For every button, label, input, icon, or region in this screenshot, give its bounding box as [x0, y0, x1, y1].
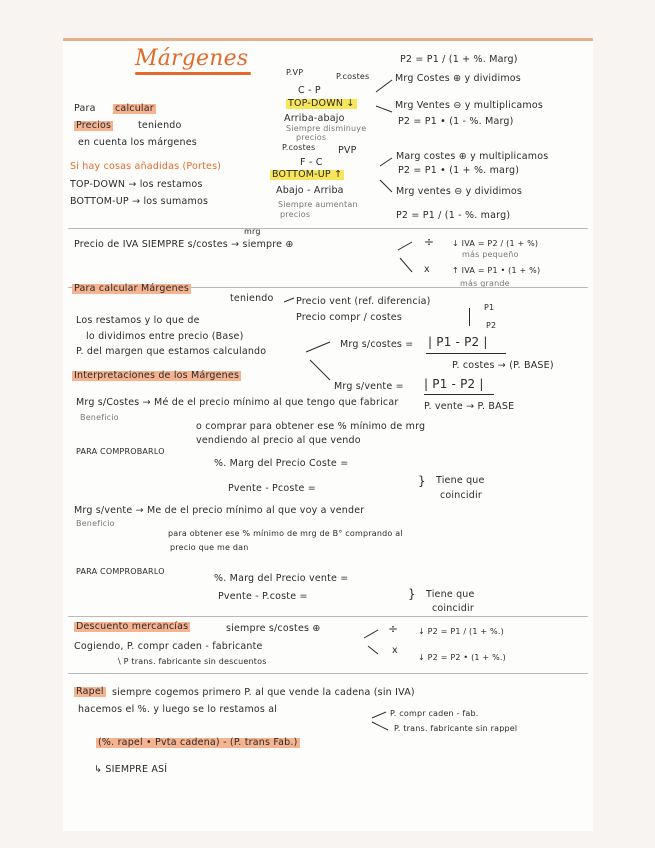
text-mrg-vente-num: | P1 - P2 | — [424, 377, 484, 391]
brace: } — [418, 474, 426, 488]
text-descuento: Descuento mercancías — [76, 621, 189, 632]
text-f-c: F - C — [300, 157, 323, 168]
text-para-comprobarlo: PARA COMPROBARLO — [76, 447, 165, 456]
text-marg-precio-coste: %. Marg del Precio Coste = — [214, 458, 349, 469]
text-rapel-line2: hacemos el %. y luego se lo restamos al — [78, 704, 278, 715]
text-pcompr: P. compr caden - fab. — [390, 709, 479, 718]
text-mas-grande: más grande — [460, 279, 510, 288]
text-costes-multiplicamos: Marg costes ⊕ y multiplicamos — [396, 151, 549, 162]
text-mrg: mrg — [244, 227, 261, 236]
text-mrg-costes-lbl: Mrg s/costes = — [340, 339, 414, 350]
text-arriba-abajo: Arriba-abajo — [284, 113, 345, 124]
line — [372, 722, 388, 730]
text-precio-iva: Precio de IVA SIEMPRE s/costes → siempre ⊕ — [74, 239, 294, 250]
text-pvp: P.VP — [286, 68, 304, 77]
text-beneficio-2: Beneficio — [76, 519, 115, 528]
text-pcostes-2: P.costes — [282, 143, 316, 152]
text-mrg-vente-lbl: Mrg s/vente = — [334, 381, 404, 392]
text-p2-div: ↓ P2 = P1 / (1 + %.) — [418, 627, 504, 636]
text-precios-3: precios — [280, 210, 311, 219]
brace: } — [408, 587, 416, 601]
text-ventes-dividimos: Mrg ventes ⊖ y dividimos — [396, 186, 523, 197]
text-tiene-que: Tiene que — [436, 475, 485, 486]
text-p2-top: P2 = P1 / (1 + %. Marg) — [400, 54, 518, 65]
text-p2-costes: P2 = P1 • (1 + %. marg) — [398, 165, 520, 176]
line — [310, 360, 330, 380]
text-siempre-asi: ↳ SIEMPRE ASÍ — [94, 764, 168, 775]
text-precio-compr: Precio compr / costes — [296, 312, 402, 323]
text-precios: Precios — [76, 120, 112, 131]
text-p2-mul: ↓ P2 = P2 • (1 + %.) — [418, 653, 506, 662]
text-x: x — [424, 264, 430, 275]
text-c-p: C - P — [298, 85, 321, 96]
text-p2-ventes-2: P2 = P1 / (1 - %. marg) — [396, 210, 511, 221]
line — [306, 342, 330, 352]
text-mrg-costes-den: P. costes → (P. BASE) — [452, 360, 554, 371]
text-bottomup: BOTTOM-UP ↑ — [272, 169, 343, 180]
text-precio-vente: Precio vent (ref. diferencia) — [296, 296, 431, 307]
text-interp-line6: precio que me dan — [170, 543, 249, 552]
text-rapel-formula: (%. rapel • Pvta cadena) - (P. trans Fab.) — [98, 737, 298, 748]
text-los-restamos: Los restamos y lo que de — [76, 315, 200, 326]
text-interp-line2: o comprar para obtener ese % mínimo de mrg — [196, 421, 426, 432]
text-div: ÷ — [424, 235, 435, 249]
text-coincidir-2: coincidir — [432, 603, 474, 614]
text-para: Para — [74, 103, 96, 114]
text-x-2: x — [392, 645, 398, 656]
text-precios-2: precios — [296, 133, 327, 142]
text-teniendo-2: teniendo — [230, 293, 274, 304]
text-div-2: ÷ — [388, 622, 399, 636]
text-p2-ventes: P2 = P1 • (1 - %. Marg) — [398, 116, 514, 127]
line — [398, 242, 412, 250]
text-para-calcular-margenes: Para calcular Márgenes — [74, 283, 190, 294]
text-calcular: calcular — [115, 103, 154, 114]
text-abajo-arriba: Abajo - Arriba — [276, 185, 344, 196]
text-rapel: Rapel — [76, 686, 104, 697]
text-topdown: TOP-DOWN ↓ — [288, 98, 355, 109]
text-beneficio: Beneficio — [80, 413, 119, 422]
text-teniendo: teniendo — [138, 120, 182, 131]
line — [376, 106, 392, 112]
line — [380, 180, 392, 192]
text-siempre-disminuye: Siempre disminuye — [286, 124, 367, 133]
text-p1: P1 — [484, 303, 495, 312]
text-iva-div: ↓ IVA = P2 / (1 + %) — [452, 239, 539, 248]
text-interpretaciones: Interpretaciones de los Márgenes — [74, 370, 240, 381]
line — [380, 158, 392, 166]
line — [284, 298, 294, 302]
line — [372, 712, 386, 718]
text-mrg-vente-interp: Mrg s/vente → Me de el precio mínimo al que voy a vender — [74, 505, 365, 516]
text-mrg-costes-interp: Mrg s/Costes → Mé de el precio mínimo al que tengo que fabricar — [76, 397, 399, 408]
text-mas-pequeno: más pequeño — [462, 250, 519, 259]
text-lo-dividimos: lo dividimos entre precio (Base) — [86, 331, 244, 342]
text-cogiendo: Cogiendo, P. compr caden - fabricante — [74, 641, 263, 652]
text-para-comprobarlo-2: PARA COMPROBARLO — [76, 567, 165, 576]
text-ventes-multiplicamos: Mrg Ventes ⊖ y multiplicamos — [395, 100, 544, 111]
text-ptrans: \ P trans. fabricante sin descuentos — [118, 657, 267, 666]
text-p2: P2 — [486, 321, 497, 330]
text-pvente-pcoste: Pvente - Pcoste = — [228, 483, 316, 494]
text-iva-mul: ↑ IVA = P1 • (1 + %) — [452, 266, 541, 275]
text-siempre-costes: siempre s/costes ⊕ — [226, 623, 321, 634]
text-costes-dividimos: Mrg Costes ⊕ y dividimos — [395, 73, 521, 84]
page-title: Márgenes — [135, 46, 249, 71]
line — [400, 258, 412, 272]
text-ptrans-rappel: P. trans. fabricante sin rappel — [394, 724, 518, 733]
text-bottomup-sumamos: BOTTOM-UP → los sumamos — [70, 196, 209, 207]
text-pvp-2: PVP — [338, 145, 357, 156]
text-topdown-restamos: TOP-DOWN → los restamos — [70, 179, 203, 190]
text-siempre-aumentan: Siempre aumentan — [278, 200, 358, 209]
text-mrg-vente-den: P. vente → P. BASE — [424, 401, 515, 412]
line — [376, 80, 392, 92]
line — [364, 630, 378, 638]
text-pcostes: P.costes — [336, 72, 370, 81]
text-p-del-margen: P. del margen que estamos calculando — [76, 346, 267, 357]
text-marg-precio-vente: %. Marg del Precio vente = — [214, 573, 349, 584]
text-pvente-pcoste-2: Pvente - P.coste = — [218, 591, 308, 602]
text-si-hay: Si hay cosas añadidas (Portes) — [70, 161, 222, 172]
line — [368, 646, 378, 654]
text-coincidir: coincidir — [440, 490, 482, 501]
text-en-cuenta: en cuenta los márgenes — [78, 137, 197, 148]
text-interp-line5: para obtener ese % mínimo de mrg de B° comprando al — [168, 529, 403, 538]
text-interp-line3: vendiendo al precio al que vendo — [196, 435, 361, 446]
text-mrg-costes-num: | P1 - P2 | — [428, 335, 488, 349]
text-rapel-line1: siempre cogemos primero P. al que vende la cadena (sin IVA) — [112, 687, 415, 698]
text-tiene-que-2: Tiene que — [426, 589, 475, 600]
